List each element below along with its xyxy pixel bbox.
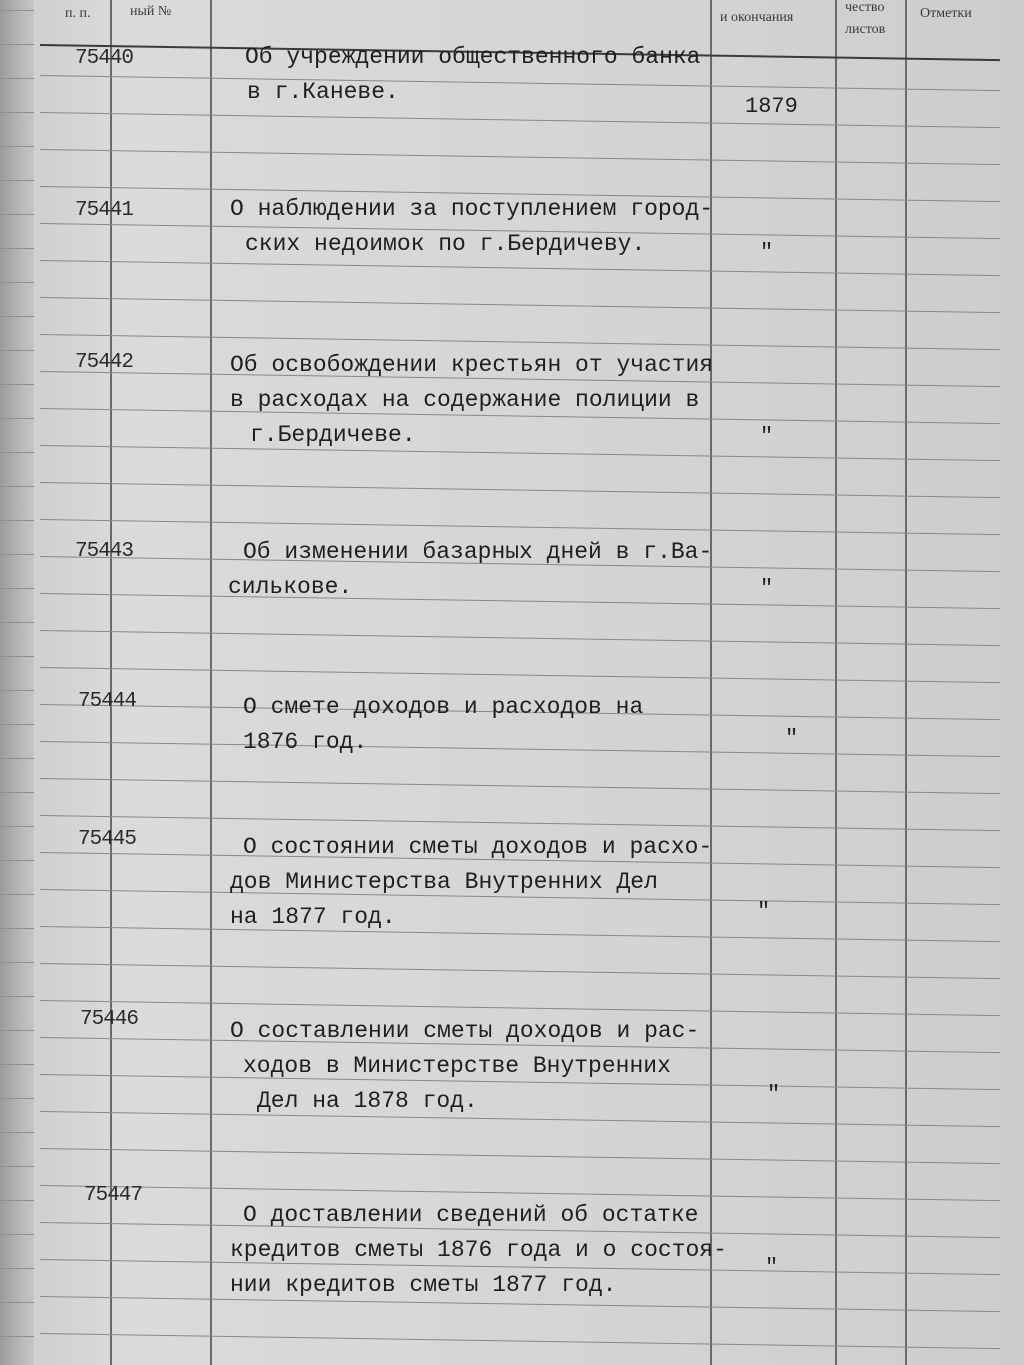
- entry-title-line: О смете доходов и расходов на: [243, 694, 644, 720]
- ruled-line: [40, 778, 1000, 794]
- entry-title-line: ходов в Министерстве Внутренних: [243, 1053, 671, 1079]
- entry-number: 75440: [75, 47, 134, 70]
- entry-year: 1879: [745, 94, 798, 119]
- ruled-line: [40, 297, 1000, 313]
- header-inventory-label: ный №: [130, 4, 172, 19]
- binding-page-edge: [0, 1268, 34, 1269]
- entry-title: [230, 348, 713, 453]
- binding-page-edge: [0, 622, 34, 623]
- entry-title-line: О доставлении сведений об остатке: [243, 1202, 699, 1228]
- binding-page-edge: [0, 554, 34, 555]
- binding-page-edge: [0, 520, 34, 521]
- entry-title-line: нии кредитов сметы 1877 год.: [230, 1272, 617, 1298]
- ruled-line: [40, 1148, 1000, 1164]
- entry-title: [230, 1198, 727, 1303]
- entry-year: ": [765, 1255, 779, 1280]
- entry-title: [245, 40, 700, 110]
- binding-page-edge: [0, 928, 34, 929]
- binding-page-edge: [0, 10, 34, 11]
- entry-title: [230, 1014, 699, 1119]
- entry-number: 75446: [80, 1008, 139, 1031]
- entry-title-line: О наблюдении за поступлением город-: [230, 196, 714, 222]
- binding-page-edge: [0, 214, 34, 215]
- entry-year: ": [757, 899, 771, 924]
- entry-title-line: О состоянии сметы доходов и расхо-: [243, 834, 713, 860]
- binding-page-edge: [0, 1336, 34, 1337]
- binding-page-edge: [0, 78, 34, 79]
- ruled-line: [40, 260, 1000, 276]
- entry-number: 75445: [78, 828, 137, 851]
- ruled-line: [40, 519, 1000, 535]
- entry-title: [243, 690, 643, 760]
- binding-page-edge: [0, 1234, 34, 1235]
- binding-page-edge: [0, 1166, 34, 1167]
- binding-page-edge: [0, 384, 34, 385]
- entry-title-line: кредитов сметы 1876 года и о состоя-: [230, 1237, 727, 1263]
- entry-title: [230, 830, 713, 935]
- column-rule-sheets: [905, 0, 907, 1365]
- binding-page-edge: [0, 1098, 34, 1099]
- binding-page-edge: [0, 316, 34, 317]
- entry-year: ": [767, 1082, 781, 1107]
- entry-title: [228, 535, 713, 605]
- ruled-line: [40, 963, 1000, 979]
- entry-title-line: на 1877 год.: [230, 904, 396, 930]
- binding-page-edge: [0, 656, 34, 657]
- binding-page-edge: [0, 248, 34, 249]
- header-sheets-label-1: чество: [845, 0, 885, 15]
- binding-page-edge: [0, 486, 34, 487]
- entry-title-line: О составлении сметы доходов и рас-: [230, 1018, 700, 1044]
- entry-number: 75441: [75, 199, 134, 222]
- entry-title-line: в расходах на содержание полиции в: [230, 387, 700, 413]
- header-notes-label: Отметки: [920, 6, 972, 21]
- binding-page-edge: [0, 962, 34, 963]
- ruled-line: [40, 1333, 1000, 1349]
- header-sheets-label-2: листов: [845, 22, 886, 37]
- ruled-line: [40, 112, 1000, 128]
- binding-page-edge: [0, 996, 34, 997]
- column-rule-inventory: [210, 0, 212, 1365]
- binding-page-edge: [0, 1030, 34, 1031]
- binding-page-edge: [0, 1200, 34, 1201]
- entry-number: 75444: [78, 690, 137, 713]
- ruled-line: [40, 815, 1000, 831]
- binding-page-edge: [0, 1064, 34, 1065]
- binding-page-edge: [0, 792, 34, 793]
- binding-page-edge: [0, 588, 34, 589]
- binding-page-edge: [0, 724, 34, 725]
- ruled-line: [40, 482, 1000, 498]
- ruled-line: [40, 667, 1000, 683]
- entry-title-line: Дел на 1878 год.: [257, 1088, 478, 1114]
- entry-title-line: силькове.: [228, 574, 353, 600]
- entry-number: 75443: [75, 540, 134, 563]
- entry-year: ": [760, 240, 774, 265]
- binding-page-edge: [0, 180, 34, 181]
- binding-page-edge: [0, 894, 34, 895]
- entry-title-line: в г.Каневе.: [247, 79, 399, 105]
- ruled-line: [40, 630, 1000, 646]
- binding-page-edge: [0, 418, 34, 419]
- header-number-label: п. п.: [65, 6, 91, 21]
- entry-number: 75447: [84, 1184, 143, 1207]
- binding-page-edge: [0, 826, 34, 827]
- entry-title-line: г.Бердичеве.: [250, 422, 416, 448]
- binding-page-edge: [0, 44, 34, 45]
- binding-page-edge: [0, 1132, 34, 1133]
- entry-year: ": [760, 576, 774, 601]
- binding-page-edge: [0, 690, 34, 691]
- entry-title-line: ских недоимок по г.Бердичеву.: [245, 231, 646, 257]
- entry-title-line: Об изменении базарных дней в г.Ва-: [243, 539, 713, 565]
- entry-title-line: 1876 год.: [243, 729, 368, 755]
- entry-title: [230, 192, 713, 262]
- entry-title-line: Об учреждении общественного банка: [245, 44, 701, 70]
- binding-page-edge: [0, 350, 34, 351]
- binding-page-edge: [0, 860, 34, 861]
- entry-title-line: дов Министерства Внутренних Дел: [230, 869, 658, 895]
- binding-page-edge: [0, 146, 34, 147]
- header-dates-label: и окончания: [720, 10, 794, 25]
- binding-page-edge: [0, 112, 34, 113]
- binding-page-edge: [0, 452, 34, 453]
- binding-page-edge: [0, 758, 34, 759]
- entry-year: ": [785, 726, 799, 751]
- entry-number: 75442: [75, 351, 134, 374]
- binding-page-edge: [0, 1302, 34, 1303]
- binding-page-edge: [0, 282, 34, 283]
- ruled-line: [40, 149, 1000, 165]
- book-binding-edge: [0, 0, 34, 1365]
- entry-title-line: Об освобождении крестьян от участия: [230, 352, 714, 378]
- entry-year: ": [760, 424, 774, 449]
